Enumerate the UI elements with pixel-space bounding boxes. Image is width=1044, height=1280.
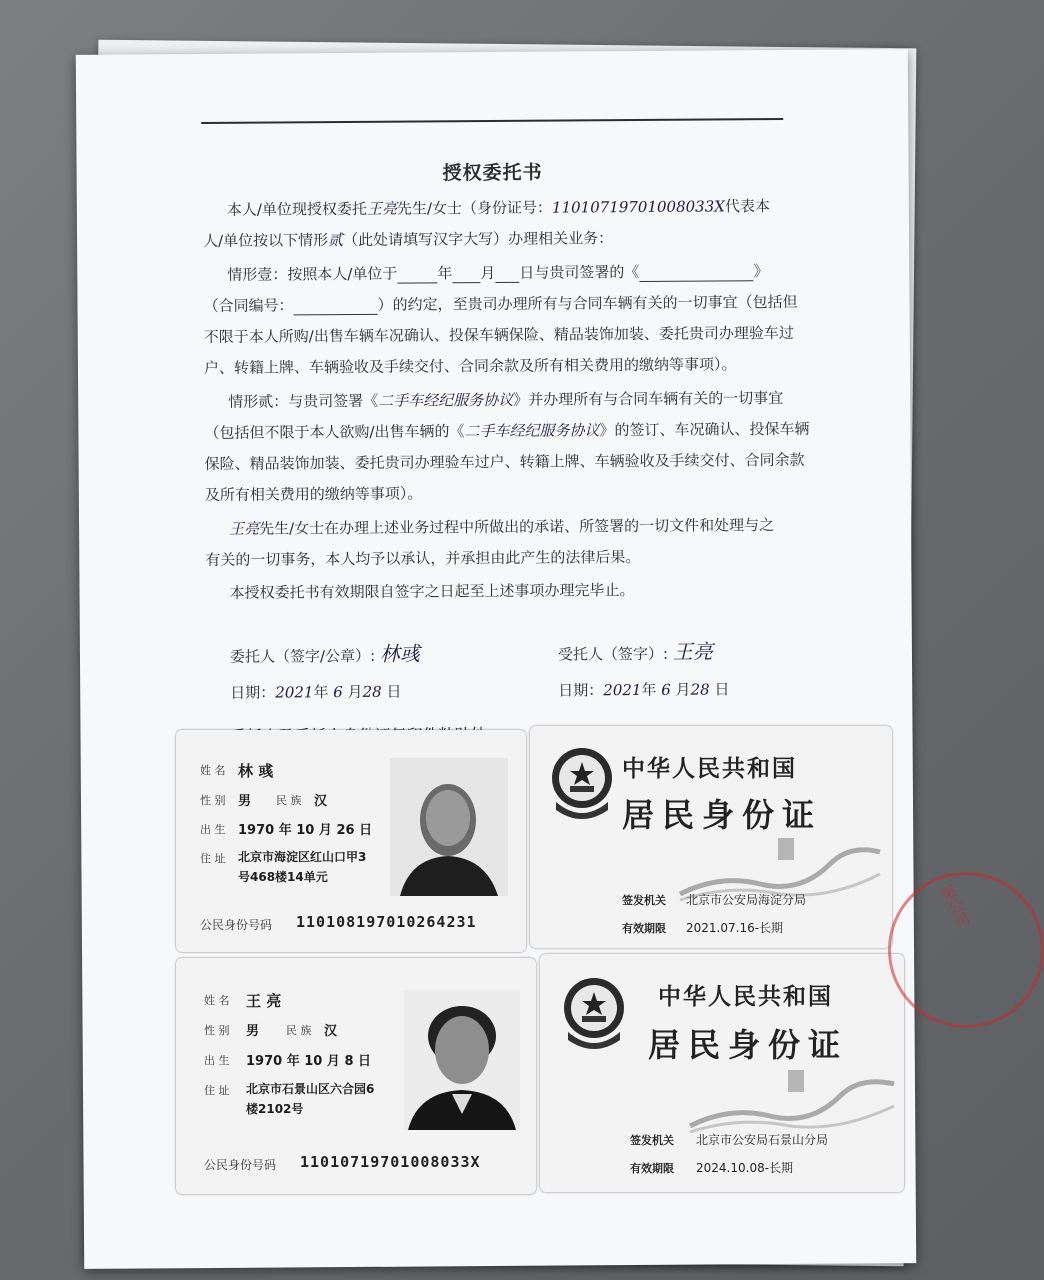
agent-name-handwritten-2: 王亮 xyxy=(229,519,260,538)
birth-month: 10 xyxy=(304,1054,323,1069)
agent-id-handwritten: 11010719701008033X xyxy=(551,197,725,217)
text: （此处请填写汉字大写）办理相关业务： xyxy=(343,229,614,250)
date-month-handwritten: 6 xyxy=(661,680,671,699)
validity-label: 有效期限 xyxy=(622,922,666,935)
id-number-value: 110108197010264231 xyxy=(296,913,477,931)
case2-line1 xyxy=(228,388,783,412)
case-choice-handwritten: 贰 xyxy=(328,231,344,250)
address-label: 住 址 xyxy=(200,852,226,865)
text: 情形壹：按照本人/单位于 xyxy=(227,264,398,284)
text: ）的约定，至贵司办理所有与合同车辆有关的一切事宜（包括但 xyxy=(377,292,798,314)
country-name: 中华人民共和国 xyxy=(622,755,797,782)
text: 年 xyxy=(641,680,657,699)
text: （包括但不限于本人欲购/出售车辆的《 xyxy=(204,422,465,443)
text: 先生/女士（身份证号： xyxy=(396,198,553,218)
principal-date-row xyxy=(230,681,401,703)
text: 情形贰：与贵司签署《 xyxy=(228,391,379,411)
address-label: 住 址 xyxy=(204,1084,230,1097)
ethnic-value: 汉 xyxy=(314,794,328,809)
sex-label: 性 别 xyxy=(200,794,226,807)
id-card-title: 居民身份证 xyxy=(648,1026,849,1064)
id-number-label: 公民身份号码 xyxy=(204,1158,277,1172)
text: 年 xyxy=(437,264,453,283)
case1-line3: 不限于本人所购/出售车辆车况确认、投保车辆保险、精品装饰加装、委托贵司办理验车过 xyxy=(203,323,794,347)
text: 年 xyxy=(313,683,329,702)
ethnic-value: 汉 xyxy=(324,1024,338,1039)
para3-line1 xyxy=(229,515,774,539)
text: 代表本 xyxy=(724,197,770,216)
case1-line4: 户、转籍上牌、车辆验收及手续交付、合同余款及所有相关费用的缴纳等事项）。 xyxy=(203,355,737,378)
company-seal-text: 限公司 xyxy=(937,882,973,931)
national-emblem-icon xyxy=(560,974,628,1050)
address-line2: 楼2102号 xyxy=(246,1102,304,1116)
text: （合同编号： xyxy=(203,296,294,316)
birth-month: 10 xyxy=(296,823,315,838)
agent-signature: 王亮 xyxy=(672,639,713,664)
date-label: 日期： xyxy=(558,681,604,700)
date-day-handwritten: 28 xyxy=(362,682,382,701)
agent-name-handwritten: 王亮 xyxy=(366,199,397,218)
birth-year: 1970 xyxy=(246,1054,283,1069)
case2-line2 xyxy=(204,419,809,443)
date-year-handwritten: 2021 xyxy=(603,680,642,700)
birth-value xyxy=(246,1050,371,1069)
text: 日 xyxy=(386,682,402,701)
case1-line1 xyxy=(227,261,768,285)
day-unit: 日 xyxy=(358,1054,372,1069)
contract-blank xyxy=(639,280,753,282)
text: 月 xyxy=(347,682,363,702)
text: 》并办理所有与合同车辆有关的一切事宜 xyxy=(513,388,784,409)
text: 先生/女士在办理上述业务过程中所做出的承诺、所签署的一切文件和处理与之 xyxy=(259,516,775,538)
id-card-back-agent xyxy=(540,954,904,1192)
sex-value: 男 xyxy=(246,1024,260,1039)
birth-value xyxy=(238,819,372,838)
national-emblem-icon xyxy=(548,744,616,820)
validity-statement: 本授权委托书有效期限自签字之日起至上述事项办理完毕止。 xyxy=(229,581,635,602)
text: 》的签订、车况确认、投保车辆 xyxy=(599,419,810,440)
agent-signature-row xyxy=(558,635,713,665)
address-line1: 北京市海淀区红山口甲3 xyxy=(238,850,367,864)
id-card-back-principal xyxy=(530,726,892,948)
contract-name-handwritten: 二手车经纪服务协议 xyxy=(378,390,514,410)
day-blank xyxy=(495,282,519,283)
id-card-front-agent xyxy=(176,958,536,1194)
name-label: 姓 名 xyxy=(200,764,226,777)
text: 月 xyxy=(675,680,691,699)
great-wall-illustration xyxy=(690,1066,894,1136)
validity-value: 2024.10.08-长期 xyxy=(696,1161,794,1175)
sex-value: 男 xyxy=(238,794,252,809)
id-number-label: 公民身份号码 xyxy=(200,918,273,932)
header-rule xyxy=(201,118,783,124)
text: 月 xyxy=(480,263,496,283)
name-value: 王 亮 xyxy=(246,992,282,1010)
birth-day: 26 xyxy=(336,823,355,838)
name-value: 林 彧 xyxy=(238,762,274,780)
validity-label: 有效期限 xyxy=(630,1162,674,1175)
country-name: 中华人民共和国 xyxy=(658,983,833,1010)
authority-label: 签发机关 xyxy=(622,894,666,907)
case2-line4: 及所有相关费用的缴纳等事项）。 xyxy=(204,484,423,505)
para1-line2 xyxy=(203,228,613,251)
birth-year: 1970 xyxy=(238,823,275,838)
birth-label: 出 生 xyxy=(204,1054,230,1067)
date-day-handwritten: 28 xyxy=(690,680,710,699)
date-label: 日期： xyxy=(230,683,276,702)
month-unit: 月 xyxy=(318,823,332,838)
id-number-value: 11010719701008033X xyxy=(300,1153,481,1171)
date-month-handwritten: 6 xyxy=(333,683,343,702)
date-year-handwritten: 2021 xyxy=(275,683,314,702)
ethnic-label: 民 族 xyxy=(286,1024,312,1037)
agent-date-row xyxy=(558,678,729,700)
validity-value: 2021.07.16-长期 xyxy=(686,921,784,935)
contract-no-blank xyxy=(294,314,378,316)
case2-line3: 保险、精品装饰加装、委托贵司办理验车过户、转籍上牌、车辆验收及手续交付、合同余款 xyxy=(204,450,805,474)
name-label: 姓 名 xyxy=(204,994,230,1007)
principal-signature: 林彧 xyxy=(379,641,420,666)
id-photo-agent xyxy=(404,990,520,1130)
authority-label: 签发机关 xyxy=(630,1134,674,1147)
address-line1: 北京市石景山区六合园6 xyxy=(246,1082,375,1096)
contract-name-handwritten-2: 二手车经纪服务协议 xyxy=(464,421,600,441)
document-title: 授权委托书 xyxy=(442,161,543,185)
ethnic-label: 民 族 xyxy=(276,794,302,807)
year-unit: 年 xyxy=(286,1054,300,1069)
case1-line2 xyxy=(203,292,797,316)
month-blank xyxy=(452,282,480,283)
address-line2: 号468楼14单元 xyxy=(238,870,328,884)
para3-line2: 有关的一切事务，本人均予以承认，并承担由此产生的法律后果。 xyxy=(205,547,641,570)
company-seal-stamp xyxy=(888,872,1044,1028)
id-photo-principal xyxy=(390,758,508,896)
year-unit: 年 xyxy=(278,823,292,838)
text: 日 xyxy=(714,680,730,699)
text: 本人/单位现授权委托 xyxy=(226,199,367,219)
birth-day: 8 xyxy=(344,1054,354,1069)
authority-value: 北京市公安局海淀分局 xyxy=(686,893,807,907)
year-blank xyxy=(397,282,437,283)
day-unit: 日 xyxy=(359,823,373,838)
para1-line1 xyxy=(227,196,770,220)
principal-label: 委托人（签字/公章）: xyxy=(229,646,376,666)
agent-label: 受托人（签字）: xyxy=(557,644,669,664)
id-card-front-principal xyxy=(176,730,526,952)
text: 》 xyxy=(753,262,769,281)
birth-label: 出 生 xyxy=(200,823,226,836)
month-unit: 月 xyxy=(326,1054,340,1069)
principal-signature-row xyxy=(230,638,420,668)
authority-value: 北京市公安局石景山分局 xyxy=(696,1133,829,1147)
id-card-title: 居民身份证 xyxy=(622,796,823,834)
text: 日与贵司签署的《 xyxy=(519,262,640,282)
text: 人/单位按以下情形 xyxy=(203,231,329,251)
sex-label: 性 别 xyxy=(204,1024,230,1037)
